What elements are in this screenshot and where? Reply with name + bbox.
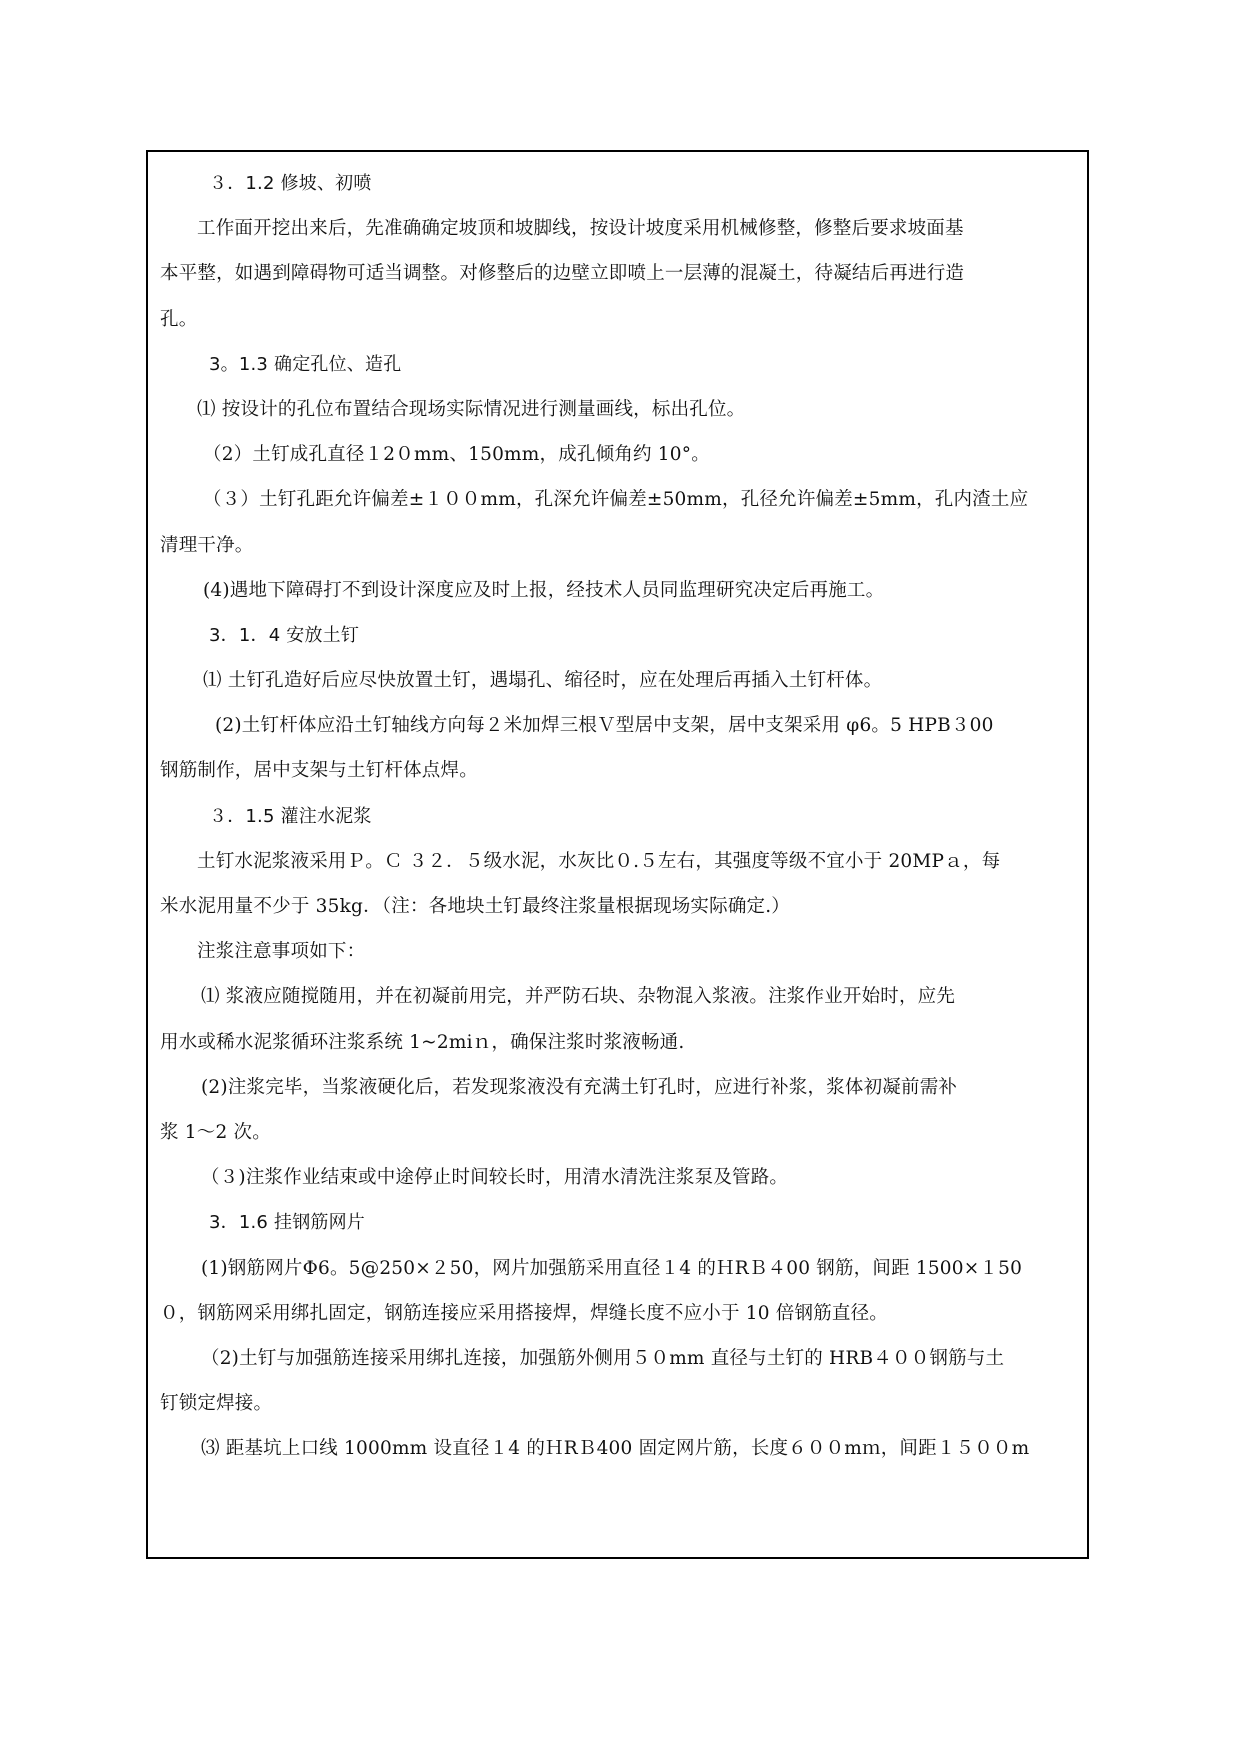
document-body [160,161,1082,1471]
section-heading-3-1-6: 3．1.6 挂钢筋网片 [209,1212,365,1234]
paragraph-line: 孔。 [160,308,198,330]
list-item: （2）土钉成孔直径１2０mm、150mm，成孔倾角约 10°。 [203,444,710,466]
section-heading-3-1-2: ３．1.2 修坡、初喷 [209,173,372,194]
list-item: ⑴ 浆液应随搅随用，并在初凝前用完，并严防石块、杂物混入浆液。注浆作业开始时，应先 [201,986,956,1008]
list-item: ⑴ 土钉孔造好后应尽快放置土钉，遇塌孔、缩径时，应在处理后再插入土钉杆体。 [203,670,883,692]
paragraph-line: 浆 1～2 次。 [160,1121,271,1143]
paragraph-line: 土钉水泥浆液采用Ｐ。Ｃ ３２．５级水泥，水灰比０.５左右，其强度等级不宜小于 20MPａ，每 [197,850,1001,872]
section-heading-3-1-4: 3．1．4 安放土钉 [209,624,360,646]
list-item: ⑴ 按设计的孔位布置结合现场实际情况进行测量画线，标出孔位。 [197,398,746,420]
list-item: (1)钢筋网片Φ6。5@250×２50，网片加强筋采用直径１4 的ＨRＢ４00 钢筋，间距 1500×１50 [201,1257,1023,1279]
paragraph-line: 钉锁定焊接。 [160,1393,273,1415]
paragraph-line: 用水或稀水泥浆循环注浆系统 1~2miｎ，确保注浆时浆液畅通. [160,1031,685,1053]
section-heading-3-1-5: ３．1.5 灌注水泥浆 [209,805,372,827]
list-item: (4)遇地下障碍打不到设计深度应及时上报，经技术人员同监理研究决定后再施工。 [203,579,885,601]
paragraph-line: 清理干净。 [160,534,254,556]
paragraph-line: ０，钢筋网采用绑扎固定，钢筋连接应采用搭接焊，焊缝长度不应小于 10 倍钢筋直径。 [160,1302,889,1324]
document-frame [146,150,1089,1559]
paragraph-line: 本平整，如遇到障碍物可适当调整。对修整后的边壁立即喷上一层薄的混凝土，待凝结后再进行造 [160,263,965,285]
list-item: (2)注浆完毕，当浆液硬化后，若发现浆液没有充满土钉孔时，应进行补浆，浆体初凝前需补 [201,1076,958,1098]
list-item: (2)土钉杆体应沿土钉轴线方向每２米加焊三根Ｖ型居中支架，居中支架采用 φ6。5 HPB３00 [215,715,994,737]
paragraph-line: 注浆注意事项如下： [197,941,366,963]
section-heading-3-1-3: 3。1.3 确定孔位、造孔 [209,353,402,375]
list-item: （３）土钉孔距允许偏差±１００mm，孔深允许偏差±50mm，孔径允许偏差±5mm，孔内渣土应 [203,489,1029,511]
paragraph-line: 钢筋制作，居中支架与土钉杆体点焊。 [160,760,478,782]
paragraph-line: 米水泥用量不少于 35kg．（注：各地块土钉最终注浆量根据现场实际确定.） [160,896,791,917]
list-item: ⑶ 距基坑上口线 1000mm 设直径１4 的ＨRＢ400 固定网片筋，长度６００mｍ，间距１５００m [201,1438,1030,1460]
paragraph-line: 工作面开挖出来后，先准确确定坡顶和坡脚线，按设计坡度采用机械修整，修整后要求坡面基 [197,218,964,240]
list-item: （３)注浆作业结束或中途停止时间较长时，用清水清洗注浆泵及管路。 [201,1167,789,1189]
list-item: （2)土钉与加强筋连接采用绑扎连接，加强筋外侧用５０mm 直径与土钉的 HRB４００钢筋与土 [201,1347,1005,1369]
